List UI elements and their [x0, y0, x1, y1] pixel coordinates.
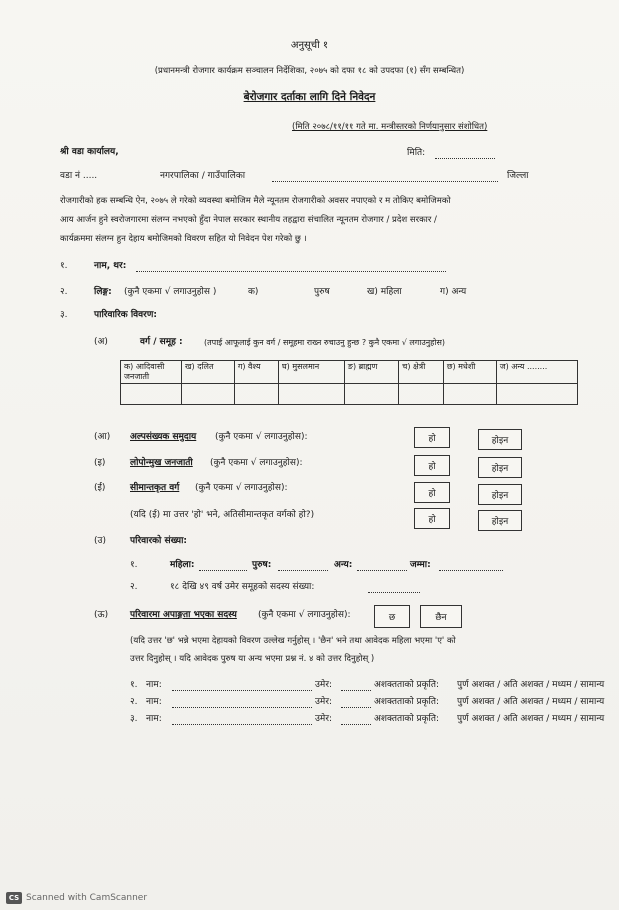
- q3-number: ३.: [60, 310, 68, 320]
- q3aa-label: अल्पसंख्यक समुदाय: [130, 432, 197, 442]
- disability-no-box[interactable]: छैन: [420, 605, 462, 628]
- disability-nature-options[interactable]: पुर्ण अशक्त / अति अशक्त / मध्यम / सामान्य: [457, 697, 605, 707]
- member-name-field[interactable]: [172, 690, 312, 691]
- intro-line-3: कार्यक्रममा संलग्न हुन देहाय बमोजिमको विवरण सहित यो निवेदन पेश गरेको छु ।: [60, 234, 307, 244]
- q3i-label: लोपोन्मुख जनजाती: [130, 458, 193, 468]
- disability-note-2: उत्तर दिनुहोस् । यदि आवेदक पुरुष या अन्य भएमा प्रश्न नं. ४ को उत्तर दिनुहोस् ): [130, 654, 375, 664]
- q2-number: २.: [60, 287, 68, 297]
- group-check-cell[interactable]: [496, 384, 577, 405]
- disability-nature-label: अशक्तताको प्रकृति:: [374, 680, 440, 690]
- member-age-field[interactable]: [341, 724, 371, 725]
- q3ii-note: (यदि (ई) मा उत्तर 'हो' भने, अतिसीमान्तकृत वर्गको हो?): [130, 510, 315, 520]
- disability-hint: (कुनै एकमा √ लगाउनुहोस):: [258, 610, 351, 620]
- minority-no-box[interactable]: होइन: [478, 429, 522, 450]
- q3i-number: (इ): [94, 458, 106, 468]
- disability-nature-options[interactable]: पुर्ण अशक्त / अति अशक्त / मध्यम / सामान्य: [457, 680, 605, 690]
- ward-label: वडा नं .....: [60, 171, 98, 181]
- member-age-label: उमेर:: [315, 714, 333, 724]
- disability-yes-box[interactable]: छ: [374, 605, 410, 628]
- district-label: जिल्ला: [507, 171, 529, 181]
- group-check-cell[interactable]: [399, 384, 444, 405]
- q2-label: लिङ्ग:: [94, 287, 112, 297]
- gender-option-male[interactable]: पुरुष: [314, 287, 330, 297]
- office-address: श्री वडा कार्यालय,: [60, 147, 119, 157]
- disability-label: परिवारमा अपाङ्गता भएका सदस्य: [130, 610, 237, 620]
- family-row2-number: २.: [130, 582, 138, 592]
- group-check-cell[interactable]: [278, 384, 344, 405]
- municipality-field[interactable]: [272, 181, 498, 182]
- group-cell[interactable]: ग) वैश्य: [234, 361, 278, 384]
- q3ii-label: सीमान्तकृत वर्ग: [130, 483, 180, 493]
- member-age-label: उमेर:: [315, 697, 333, 707]
- disability-note-1: (यदि उत्तर 'छ' भन्ने भएमा देहायको विवरण उल्लेख गर्नुहोस् । 'छैन' भने तथा आवेदक महिला भएमा 'ए' को: [130, 636, 456, 646]
- group-cell[interactable]: ज) अन्य ........: [496, 361, 577, 384]
- disability-nature-label: अशक्तताको प्रकृति:: [374, 714, 440, 724]
- member-row-number: १.: [130, 680, 138, 690]
- endangered-no-box[interactable]: होइन: [478, 457, 522, 478]
- disability-nature-label: अशक्तताको प्रकृति:: [374, 697, 440, 707]
- female-count-field[interactable]: [199, 570, 247, 571]
- intro-line-1: रोजगारीको हक सम्बन्धि ऐन, २०७५ ले गरेको व्यवस्था बमोजिम मैले न्यूनतम रोजगारीको अवसर नपाएको र म तोकिए बमोजिमको: [60, 196, 451, 206]
- q3a-hint: (तपाई आफूलाई कुन वर्ग / समूहमा राख्न रुचाउनु हुन्छ ? कुनै एकमा √ लगाउनुहोस): [204, 338, 446, 347]
- q1-number: १.: [60, 261, 68, 271]
- q3ii-number: (ई): [94, 483, 106, 493]
- q3a-label: वर्ग / समूह :: [140, 337, 183, 347]
- q3-label: पारिवारिक विवरण:: [94, 310, 157, 320]
- q2-hint: (कुनै एकमा √ लगाउनुहोस ): [124, 287, 217, 297]
- form-reference: (प्रधानमन्त्री रोजगार कार्यक्रम सञ्चालन निर्देशिका, २०७५ को दफा १८ को उपदफा (१) सँग सम्बन्धित): [154, 66, 465, 76]
- endangered-yes-box[interactable]: हो: [414, 455, 450, 476]
- municipality-label: नगरपालिका / गाउँपालिका: [160, 171, 246, 181]
- ultra-marginalized-yes-box[interactable]: हो: [414, 508, 450, 529]
- q3i-hint: (कुनै एकमा √ लगाउनुहोस):: [210, 458, 303, 468]
- amendment-note: (मिति २०७८/११/११ गते मा. मन्त्रीस्तरको निर्णयानुसार संशोधित): [292, 122, 488, 132]
- q1-label: नाम, थर:: [94, 261, 127, 271]
- q3u-number: (उ): [94, 536, 106, 546]
- group-check-cell[interactable]: [234, 384, 278, 405]
- q3ii-hint: (कुनै एकमा √ लगाउनुहोस):: [195, 483, 288, 493]
- disability-nature-options[interactable]: पुर्ण अशक्त / अति अशक्त / मध्यम / सामान्य: [457, 714, 605, 724]
- gender-option-marker: क): [248, 287, 259, 297]
- scanned-with-text: Scanned with CamScanner: [26, 893, 148, 903]
- caste-group-table: [120, 360, 578, 405]
- q3uu-number: (ऊ): [94, 610, 109, 620]
- full-name-field[interactable]: [136, 271, 446, 272]
- member-name-field[interactable]: [172, 707, 312, 708]
- minority-yes-box[interactable]: हो: [414, 427, 450, 448]
- member-age-label: उमेर:: [315, 680, 333, 690]
- form-title: बेरोजगार दर्ताका लागि दिने निवेदन: [243, 91, 376, 103]
- member-name-label: नाम:: [146, 714, 162, 724]
- group-cell[interactable]: ङ) ब्राह्मण: [344, 361, 398, 384]
- member-row-number: २.: [130, 697, 138, 707]
- male-count-field[interactable]: [278, 570, 328, 571]
- group-cell[interactable]: छ) मधेशी: [443, 361, 496, 384]
- member-row-number: ३.: [130, 714, 138, 724]
- other-count-label: अन्य:: [334, 560, 353, 570]
- group-cell[interactable]: ख) दलित: [182, 361, 235, 384]
- total-count-label: जम्मा:: [410, 560, 431, 570]
- q3aa-number: (आ): [94, 432, 111, 442]
- date-label: मिति:: [407, 148, 426, 158]
- working-age-label: १८ देखि ४९ वर्ष उमेर समूहको सदस्य संख्या:: [170, 582, 315, 592]
- total-count-field[interactable]: [439, 570, 503, 571]
- member-name-label: नाम:: [146, 680, 162, 690]
- intro-line-2: आय आर्जन हुने स्वरोजगारमा संलग्न नभएको हुँदा नेपाल सरकार स्थानीय तहद्वारा संचालित न्यूनतम रोजगार / प्रदेश सरकार /: [60, 215, 437, 225]
- marginalized-yes-box[interactable]: हो: [414, 482, 450, 503]
- member-name-field[interactable]: [172, 724, 312, 725]
- member-age-field[interactable]: [341, 690, 371, 691]
- family-row1-number: १.: [130, 560, 138, 570]
- group-check-cell[interactable]: [182, 384, 235, 405]
- date-field[interactable]: [435, 158, 495, 159]
- marginalized-no-box[interactable]: होइन: [478, 484, 522, 505]
- working-age-field[interactable]: [368, 592, 420, 593]
- family-count-label: परिवारको संख्या:: [130, 536, 188, 546]
- group-check-cell[interactable]: [443, 384, 496, 405]
- q3a-number: (अ): [94, 337, 108, 347]
- group-check-cell[interactable]: [121, 384, 182, 405]
- group-cell[interactable]: च) क्षेत्री: [399, 361, 444, 384]
- gender-option-female[interactable]: ख) महिला: [367, 287, 402, 297]
- ultra-marginalized-no-box[interactable]: होइन: [478, 510, 522, 531]
- female-count-label: महिला:: [170, 560, 195, 570]
- gender-option-other[interactable]: ग) अन्य: [440, 287, 467, 297]
- camscanner-logo: CS: [6, 892, 22, 904]
- male-count-label: पुरुष:: [252, 560, 272, 570]
- camscanner-watermark: [6, 892, 147, 904]
- group-cell[interactable]: घ) मुसलमान: [278, 361, 344, 384]
- group-cell[interactable]: क) आदिवासी जनजाती: [121, 361, 182, 384]
- other-count-field[interactable]: [357, 570, 407, 571]
- q3aa-hint: (कुनै एकमा √ लगाउनुहोस):: [215, 432, 308, 442]
- member-name-label: नाम:: [146, 697, 162, 707]
- member-age-field[interactable]: [341, 707, 371, 708]
- group-check-cell[interactable]: [344, 384, 398, 405]
- annex-label: अनुसूची १: [290, 40, 329, 51]
